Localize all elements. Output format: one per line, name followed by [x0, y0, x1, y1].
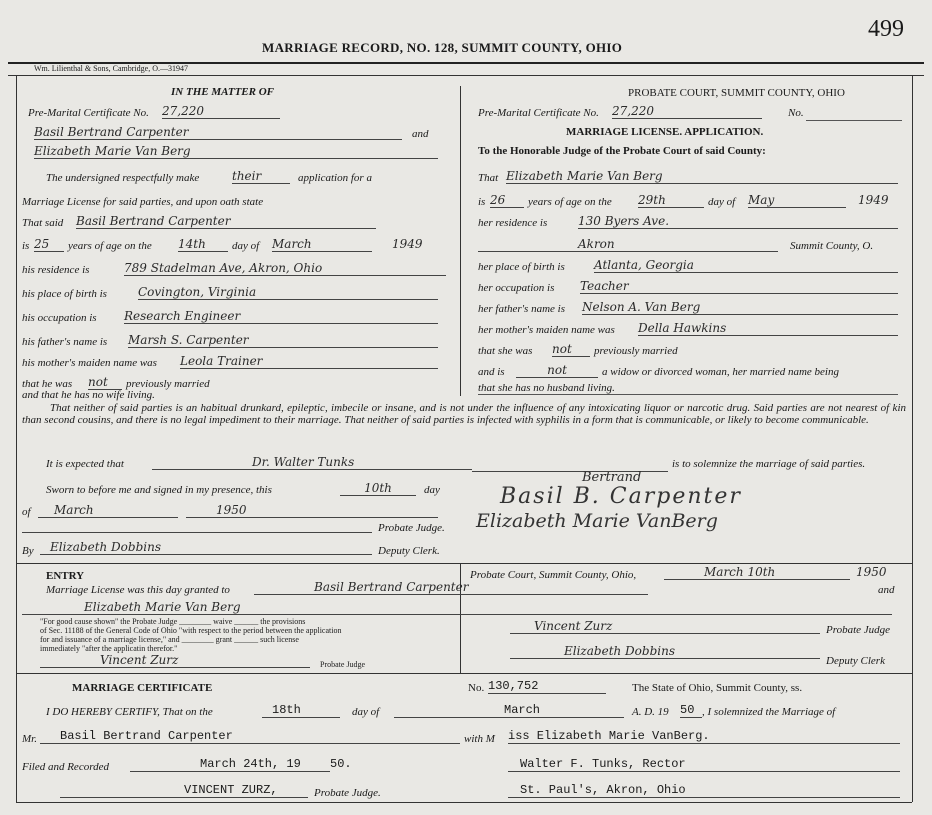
deputy-clerk-label: Deputy Clerk.: [378, 545, 440, 557]
by-label: By: [22, 545, 34, 557]
probate-judge-label: Probate Judge.: [378, 522, 445, 534]
bride-prev-married-label-2: previously married: [594, 345, 678, 357]
mother-label: his mother's maiden name was: [22, 357, 157, 369]
court-date-label: Probate Court, Summit County, Ohio,: [470, 569, 637, 581]
mr-label: Mr.: [22, 733, 37, 745]
court-date: March 10th: [664, 565, 850, 580]
bride-is-label: is: [478, 196, 486, 208]
birthplace-label: his place of birth is: [22, 288, 107, 300]
solemnized-label: , I solemnized the Marriage of: [702, 706, 836, 718]
residence-label: his residence is: [22, 264, 90, 276]
certificate-day: 18th: [262, 703, 340, 718]
entry-deputy-clerk-label: Deputy Clerk: [826, 655, 885, 667]
no-wife-label: and that he has no wife living.: [22, 389, 155, 401]
that-said-label: That said: [22, 217, 64, 229]
certificate-officiant: Walter F. Tunks, Rector: [508, 757, 900, 772]
bride-residence-label: her residence is: [478, 217, 548, 229]
father-label: his father's name is: [22, 336, 108, 348]
of-label: of: [22, 506, 31, 518]
bride-birthplace-label: her place of birth is: [478, 261, 565, 273]
solemnize-label: is to solemnize the marriage of said parties.: [672, 458, 866, 470]
certificate-year: 50: [680, 703, 702, 718]
bride-father: Nelson A. Van Berg: [582, 300, 898, 315]
bride-occupation-label: her occupation is: [478, 282, 555, 294]
certificate-bride: iss Elizabeth Marie VanBerg.: [508, 729, 900, 744]
groom-occupation: Research Engineer: [124, 309, 438, 324]
waiver-line-4: immediately "after the applicatin therefor.": [40, 644, 178, 653]
certificate-judge: VINCENT ZURZ,: [60, 783, 308, 798]
entry-judge-signature: Vincent Zurz: [510, 619, 820, 634]
oath-paragraph: That neither of said parties is an habitual drunkard, epileptic, imbecile or insane, and is not under the influence of any intoxicating liquor or narcotic drug. Said parties are not nearest of kin than second cousins, and there is no legal impediment to their marriage. That neither of said parties is infected with syphilis in a form that is communicable, or likely to become communicable.: [22, 402, 906, 426]
waiver-line-1: "For good cause shown" the Probate Judge ________ waive ______ the provisions: [40, 617, 306, 626]
bride-father-label: her father's name is: [478, 303, 565, 315]
prev-married-label: that he was: [22, 378, 73, 390]
waiver-line-3: for and issuance of a marriage license," and ________ grant ______ such license: [40, 635, 299, 644]
entry-probate-judge-label: Probate Judge: [826, 624, 891, 636]
groom-father: Marsh S. Carpenter: [128, 333, 438, 348]
groom-birth-year: 1949: [392, 237, 423, 251]
groom-mother: Leola Trainer: [180, 354, 438, 369]
entry-heading: ENTRY: [46, 570, 85, 582]
groom-not-field: not: [88, 375, 122, 390]
clerk-signature: Elizabeth Dobbins: [40, 540, 372, 555]
is-label: is: [22, 240, 30, 252]
entry-and-label: and: [878, 584, 895, 596]
granted-label: Marriage License was this day granted to: [46, 584, 230, 596]
bride-cert-no: 27,220: [612, 104, 762, 119]
bride-signature: Elizabeth Marie VanBerg: [476, 510, 718, 532]
certificate-groom: Basil Bertrand Carpenter: [40, 729, 460, 744]
bride-name-field: Elizabeth Marie Van Berg: [34, 144, 438, 159]
sworn-label: Sworn to before me and signed in my presence, this: [46, 484, 272, 496]
groom-full-name: Basil Bertrand Carpenter: [76, 214, 376, 229]
bride-birth-day: 29th: [638, 193, 704, 208]
age-label: years of age on the: [68, 240, 152, 252]
certify-label: I DO HEREBY CERTIFY, That on the: [46, 706, 213, 718]
that-label: That: [478, 172, 499, 184]
sworn-day-label: day: [424, 484, 440, 496]
waiver-judge-label: Probate Judge: [320, 660, 366, 669]
groom-name-field: Basil Bertrand Carpenter: [34, 125, 402, 140]
bride-occupation: Teacher: [580, 279, 898, 294]
bride-prev-married-label: that she was: [478, 345, 533, 357]
sworn-day: 10th: [340, 481, 416, 496]
filed-date: March 24th, 19: [130, 757, 330, 772]
bride-birth-month: May: [748, 193, 846, 208]
application-text-3: Marriage License for said parties, and upon oath state: [22, 196, 264, 208]
bride-widow-not-field: not: [516, 363, 598, 378]
bride-not-field: not: [552, 342, 590, 357]
certificate-church: St. Paul's, Akron, Ohio: [508, 783, 900, 798]
groom-signature-insert: Bertrand: [582, 470, 642, 485]
groom-birth-month: March: [272, 237, 372, 252]
application-text-1: The undersigned respectfully make: [46, 172, 200, 184]
summit-county-label: Summit County, O.: [790, 240, 874, 252]
certificate-no: 130,752: [488, 679, 606, 694]
printer-credit: Wm. Lilienthal & Sons, Cambridge, O.—31947: [34, 64, 188, 73]
and-is-label: and is: [478, 366, 505, 378]
widow-label: a widow or divorced woman, her married name being: [602, 366, 839, 378]
license-heading: MARRIAGE LICENSE. APPLICATION.: [566, 126, 764, 138]
record-title: MARRIAGE RECORD, NO. 128, SUMMIT COUNTY, OHIO: [262, 40, 623, 55]
their-field: their: [232, 169, 290, 184]
entry-groom: Basil Bertrand Carpenter: [254, 580, 648, 595]
page-number: 499: [868, 16, 904, 42]
groom-residence: 789 Stadelman Ave, Akron, Ohio: [124, 261, 446, 276]
bride-residence-city: Akron: [478, 237, 778, 252]
no-husband-label: that she has no husband living.: [478, 382, 615, 394]
expected-label: It is expected that: [46, 458, 124, 470]
prev-married-label-2: previously married: [126, 378, 210, 390]
groom-birthplace: Covington, Virginia: [138, 285, 438, 300]
court-heading: PROBATE COURT, SUMMIT COUNTY, OHIO: [628, 87, 845, 99]
bride-birthplace: Atlanta, Georgia: [594, 258, 898, 273]
certificate-month: March: [394, 703, 624, 718]
bride-age-label: years of age on the: [528, 196, 612, 208]
to-judge-label: To the Honorable Judge of the Probate Court of said County:: [478, 145, 766, 157]
matter-heading: IN THE MATTER OF: [171, 86, 274, 98]
certificate-no-label: No.: [468, 682, 485, 694]
bride-day-of-label: day of: [708, 196, 736, 208]
bride-mother-label: her mother's maiden name was: [478, 324, 615, 336]
filed-label: Filed and Recorded: [22, 761, 109, 773]
waiver-line-2: of Sec. 11188 of the General Code of Ohio "with respect to the period between the application: [40, 626, 342, 635]
certificate-day-of: day of: [352, 706, 380, 718]
bride-birth-year: 1949: [858, 193, 889, 207]
court-year: 1950: [856, 565, 887, 579]
sworn-year: 1950: [186, 503, 438, 518]
occupation-label: his occupation is: [22, 312, 97, 324]
groom-birth-day: 14th: [178, 237, 228, 252]
application-text-2: application for a: [298, 172, 372, 184]
sworn-month: March: [38, 503, 178, 518]
bride-mother: Della Hawkins: [638, 321, 898, 336]
entry-bride: Elizabeth Marie Van Berg: [22, 600, 892, 615]
certificate-state: The State of Ohio, Summit County, ss.: [632, 682, 803, 694]
license-no-label: No.: [788, 107, 804, 119]
groom-signature: Basil B. Carpenter: [500, 484, 742, 509]
entry-clerk-signature: Elizabeth Dobbins: [510, 644, 820, 659]
and-label: and: [412, 128, 429, 140]
with-m-label: with M: [464, 733, 495, 745]
filed-year: 50.: [330, 757, 352, 771]
certificate-probate-judge-label: Probate Judge.: [314, 787, 381, 799]
bride-cert-label: Pre-Marital Certificate No.: [478, 107, 599, 119]
certificate-ad: A. D. 19: [632, 706, 669, 718]
groom-cert-label: Pre-Marital Certificate No.: [28, 107, 149, 119]
bride-residence-street: 130 Byers Ave.: [578, 214, 898, 229]
groom-cert-no: 27,220: [162, 104, 280, 119]
bride-full-name: Elizabeth Marie Van Berg: [506, 169, 898, 184]
bride-age: 26: [490, 193, 524, 208]
groom-age: 25: [34, 237, 64, 252]
waiver-signature: Vincent Zurz: [40, 653, 310, 668]
certificate-heading: MARRIAGE CERTIFICATE: [72, 682, 213, 694]
day-of-label: day of: [232, 240, 260, 252]
officiant-field: Dr. Walter Tunks: [152, 455, 472, 470]
